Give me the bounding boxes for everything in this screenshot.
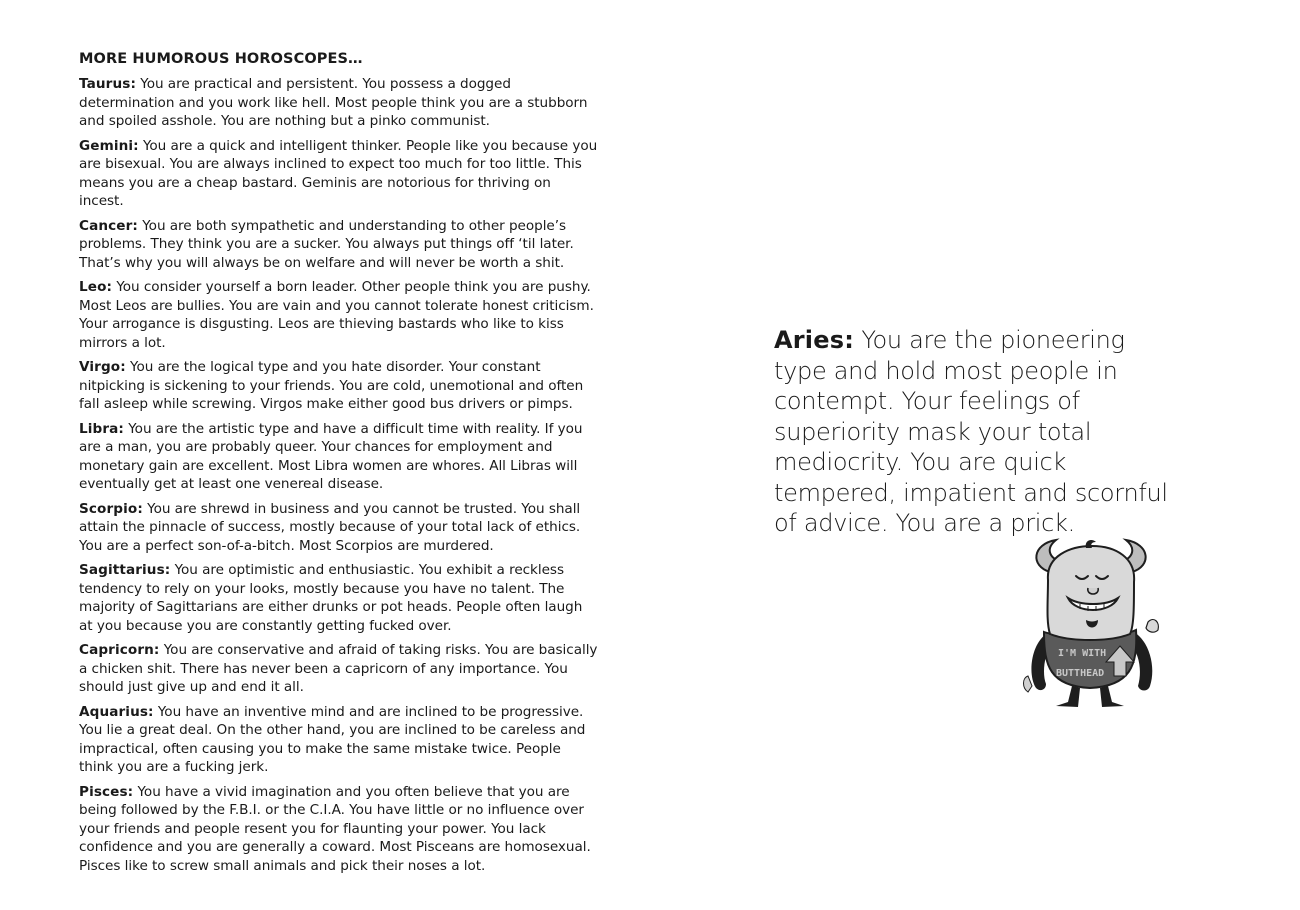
- entry-aquarius: [79, 703, 599, 777]
- sign-label: Sagittarius:: [79, 562, 171, 578]
- sign-label: Leo:: [79, 279, 113, 295]
- entry-text: You are shrewd in business and you cannot be trusted. You shall attain the pinnacle of success, mostly because of your total lack of ethics. You are a perfect son-of-a-bitch. Most Scorpios are murdered.: [79, 500, 581, 554]
- sign-label: Aquarius:: [79, 703, 154, 720]
- entry-text: You are practical and persistent. You possess a dogged determination and you work like hell. Most people think you are a stubborn and spoiled asshole. You are nothing but a pinko communist.: [79, 76, 588, 129]
- entry-text: You are a quick and intelligent thinker. People like you because you are bisexual. You are always inclined to expect too much for too little. This means you are a cheap bastard. Geminis are notorious for thriving on incest.: [79, 137, 598, 209]
- left-page: [79, 50, 599, 881]
- sign-label: Scorpio:: [79, 500, 143, 517]
- entry-text: You have a vivid imagination and you often believe that you are being followed by the F.B.I. or the C.I.A. You have little or no influence over your friends and people resent you for flaunting your power. You lack confidence and you are generally a coward. Most Pisceans are homosexual. Pisces like to screw small animals and pick their noses a lot.: [79, 783, 591, 874]
- sign-label: Virgo:: [79, 359, 126, 375]
- entry-text: You are the artistic type and have a difficult time with reality. If you are a man, you are probably queer. Your chances for employment and monetary gain are excellent. Most Libra women are whores. All Libras will eventually get at least one venereal disease.: [79, 420, 583, 492]
- entry-pisces: [79, 783, 599, 876]
- sign-label: Libra:: [79, 420, 124, 437]
- entry-text: You are conservative and afraid of taking risks. You are basically a chicken shit. There has never been a capricorn of any importance. You should just give up and end it all.: [79, 642, 598, 695]
- sign-label: Gemini:: [79, 137, 139, 154]
- mascot-right-hand: [1146, 620, 1158, 633]
- sign-label: Pisces:: [79, 783, 134, 800]
- entry-text: You are optimistic and enthusiastic. You exhibit a reckless tendency to rely on your looks, mostly because you have no talent. The majority of Sagittarians are either drunks or pot heads. People often laugh at you because you are constantly getting fucked over.: [79, 562, 583, 634]
- mascot-shirt-line-2: BUTTHEAD: [1056, 668, 1105, 679]
- entry-libra: [79, 420, 599, 494]
- entry-sagittarius: [79, 561, 599, 635]
- mascot-shirt-line-1: I'M WITH: [1058, 648, 1107, 659]
- sign-label: Capricorn:: [79, 642, 160, 658]
- entry-aries: [774, 325, 1174, 539]
- sign-label: Aries:: [774, 326, 854, 354]
- entry-gemini: [79, 137, 599, 211]
- mascot-nose: [1088, 588, 1098, 594]
- page-heading: MORE HUMOROUS HOROSCOPES…: [79, 51, 363, 67]
- entry-text: You have an inventive mind and are inclined to be progressive. You lie a great deal. On the other hand, you are inclined to be careless and impractical, often causing you to make the same mistake twice. People think you are a fucking jerk.: [79, 703, 586, 775]
- entry-taurus: [79, 75, 599, 131]
- entry-text: You consider yourself a born leader. Other people think you are pushy. Most Leos are bullies. You are vain and you cannot tolerate honest criticism. Your arrogance is disgusting. Leos are thieving bastards who like to kiss mirrors a lot.: [79, 279, 594, 351]
- entry-cancer: [79, 217, 599, 273]
- entry-text: You are the pioneering type and hold most people in contempt. Your feelings of superiority mask your total mediocrity. You are quick tempered, impatient and scornful of advice. You are a prick.: [774, 326, 1168, 537]
- entry-leo: [79, 278, 599, 352]
- entry-text: You are the logical type and you hate disorder. Your constant nitpicking is sickening to your friends. You are cold, unemotional and often fall asleep while screwing. Virgos make either good bus drivers or pimps.: [79, 359, 584, 412]
- sign-label: Cancer:: [79, 217, 138, 234]
- horned-mascot-illustration: [1020, 536, 1162, 714]
- sign-label: Taurus:: [79, 76, 136, 92]
- entry-virgo: [79, 358, 599, 414]
- mascot-left-hand: [1024, 676, 1033, 692]
- mascot-left-leg: [1056, 686, 1080, 707]
- right-page: [774, 325, 1174, 539]
- entry-capricorn: [79, 641, 599, 697]
- mascot-right-leg: [1100, 686, 1124, 707]
- entry-scorpio: [79, 500, 599, 556]
- entry-text: You are both sympathetic and understanding to other people’s problems. They think you are a sucker. You always put things off ‘til later. That’s why you will always be on welfare and will never be worth a shit.: [79, 217, 574, 271]
